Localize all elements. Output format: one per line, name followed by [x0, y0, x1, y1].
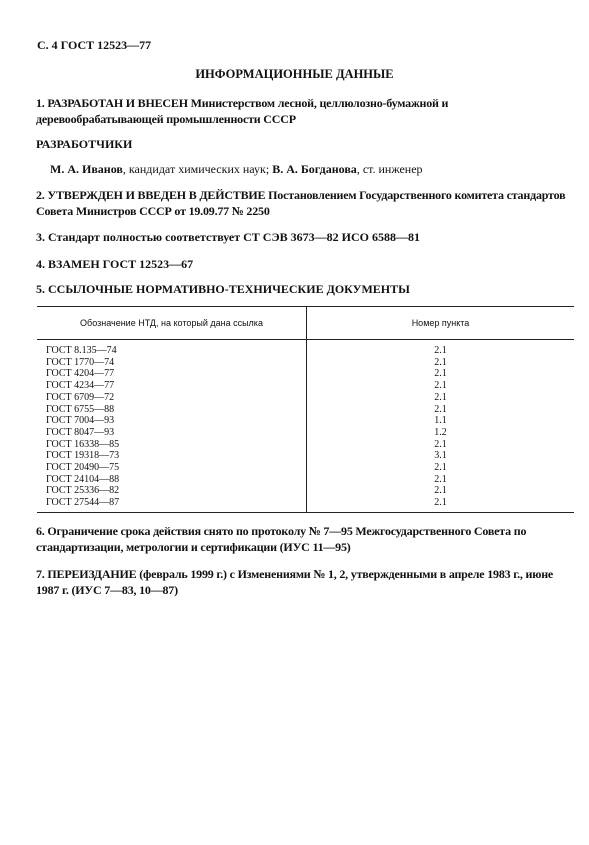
- item-3: 3. Стандарт полностью соответствует СТ СЭВ 3673—82 ИСО 6588—81: [36, 230, 420, 244]
- table-row: [37, 450, 574, 462]
- row-document: ГОСТ 4204—77: [37, 368, 307, 380]
- row-document: ГОСТ 6755—88: [37, 404, 307, 416]
- table-row: [37, 340, 574, 357]
- row-clause: 1.2: [434, 426, 447, 438]
- table-row: [37, 404, 574, 416]
- row-clause: 1.1: [434, 415, 447, 427]
- item-5: 5. ССЫЛОЧНЫЕ НОРМАТИВНО-ТЕХНИЧЕСКИЕ ДОКУМЕНТЫ: [36, 282, 410, 296]
- developers-line: [36, 161, 589, 177]
- table-row: [37, 485, 574, 497]
- row-document: ГОСТ 16338—85: [37, 439, 307, 451]
- developer-1-name: М. А. Иванов: [50, 162, 123, 176]
- table-row: [37, 380, 574, 392]
- row-document: ГОСТ 8.135—74: [37, 340, 307, 357]
- developer-2-role: , ст. инженер: [356, 162, 423, 176]
- row-document: ГОСТ 7004—93: [37, 415, 307, 427]
- section-title: ИНФОРМАЦИОННЫЕ ДАННЫЕ: [195, 67, 394, 81]
- row-clause: 3.1: [434, 450, 447, 462]
- row-document: ГОСТ 8047—93: [37, 427, 307, 439]
- row-document: ГОСТ 25336—82: [37, 485, 307, 497]
- item-4: 4. ВЗАМЕН ГОСТ 12523—67: [36, 257, 194, 271]
- row-clause: 2.1: [434, 485, 447, 497]
- table-row: [37, 357, 574, 369]
- table-row: [37, 497, 574, 512]
- row-clause: 2.1: [307, 497, 575, 512]
- table-row: [37, 439, 574, 451]
- row-document: ГОСТ 6709—72: [37, 392, 307, 404]
- row-clause: 2.1: [434, 473, 447, 485]
- row-clause: 2.1: [434, 403, 447, 415]
- reference-table: [37, 306, 574, 513]
- row-document: ГОСТ 4234—77: [37, 380, 307, 392]
- item-1-lead: 1. РАЗРАБОТАН И ВНЕСЕН: [36, 96, 188, 110]
- row-clause: 2.1: [434, 380, 447, 392]
- page-header: С. 4 ГОСТ 12523—77: [37, 38, 152, 52]
- table-row: [37, 368, 574, 380]
- table-row: [37, 462, 574, 474]
- developer-1-role: , кандидат химических наук;: [122, 162, 273, 176]
- row-clause: 2.1: [434, 356, 447, 368]
- item-7: 7. ПЕРЕИЗДАНИЕ (февраль 1999 г.) с Изменениями № 1, 2, утвержденными в апреле 1983 г., июне 1987 г. (ИУС 7—83, 10—87): [36, 567, 554, 597]
- item-2-text: Постановлением Государственного комитета стандартов Совета Министров СССР от 19.09.77 № 2250: [36, 188, 566, 218]
- table-row: [37, 474, 574, 486]
- row-clause: 2.1: [434, 391, 447, 403]
- developers-heading: РАЗРАБОТЧИКИ: [36, 137, 133, 151]
- row-clause: 2.1: [434, 462, 447, 474]
- item-2-lead: 2. УТВЕРЖДЕН И ВВЕДЕН В ДЕЙСТВИЕ: [36, 188, 266, 202]
- item-6: 6. Ограничение срока действия снято по протоколу № 7—95 Межгосударственного Совета по стандартизации, метрологии и сертификации (ИУС 11—95): [36, 524, 527, 554]
- item-2: [36, 187, 576, 219]
- developer-2-name: В. А. Богданова: [272, 162, 357, 176]
- row-clause: 2.1: [434, 368, 447, 380]
- table-header-clause: Номер пункта: [307, 307, 575, 340]
- table-row: [37, 392, 574, 404]
- row-clause: 2.1: [434, 345, 447, 356]
- table-row: [37, 415, 574, 427]
- row-document: ГОСТ 1770—74: [37, 357, 307, 369]
- row-document: ГОСТ 20490—75: [37, 462, 307, 474]
- table-row: [37, 427, 574, 439]
- row-document: ГОСТ 24104—88: [37, 474, 307, 486]
- row-document: ГОСТ 19318—73: [37, 450, 307, 462]
- item-1: [36, 95, 576, 127]
- table-header-row: [37, 307, 574, 340]
- table-header-document: Обозначение НТД, на который дана ссылка: [37, 307, 307, 340]
- row-clause: 2.1: [434, 438, 447, 450]
- row-document: ГОСТ 27544—87: [37, 497, 307, 512]
- item-1-text: Министерством лесной, целлюлозно-бумажной и деревообрабатывающей промышленности СССР: [36, 96, 449, 126]
